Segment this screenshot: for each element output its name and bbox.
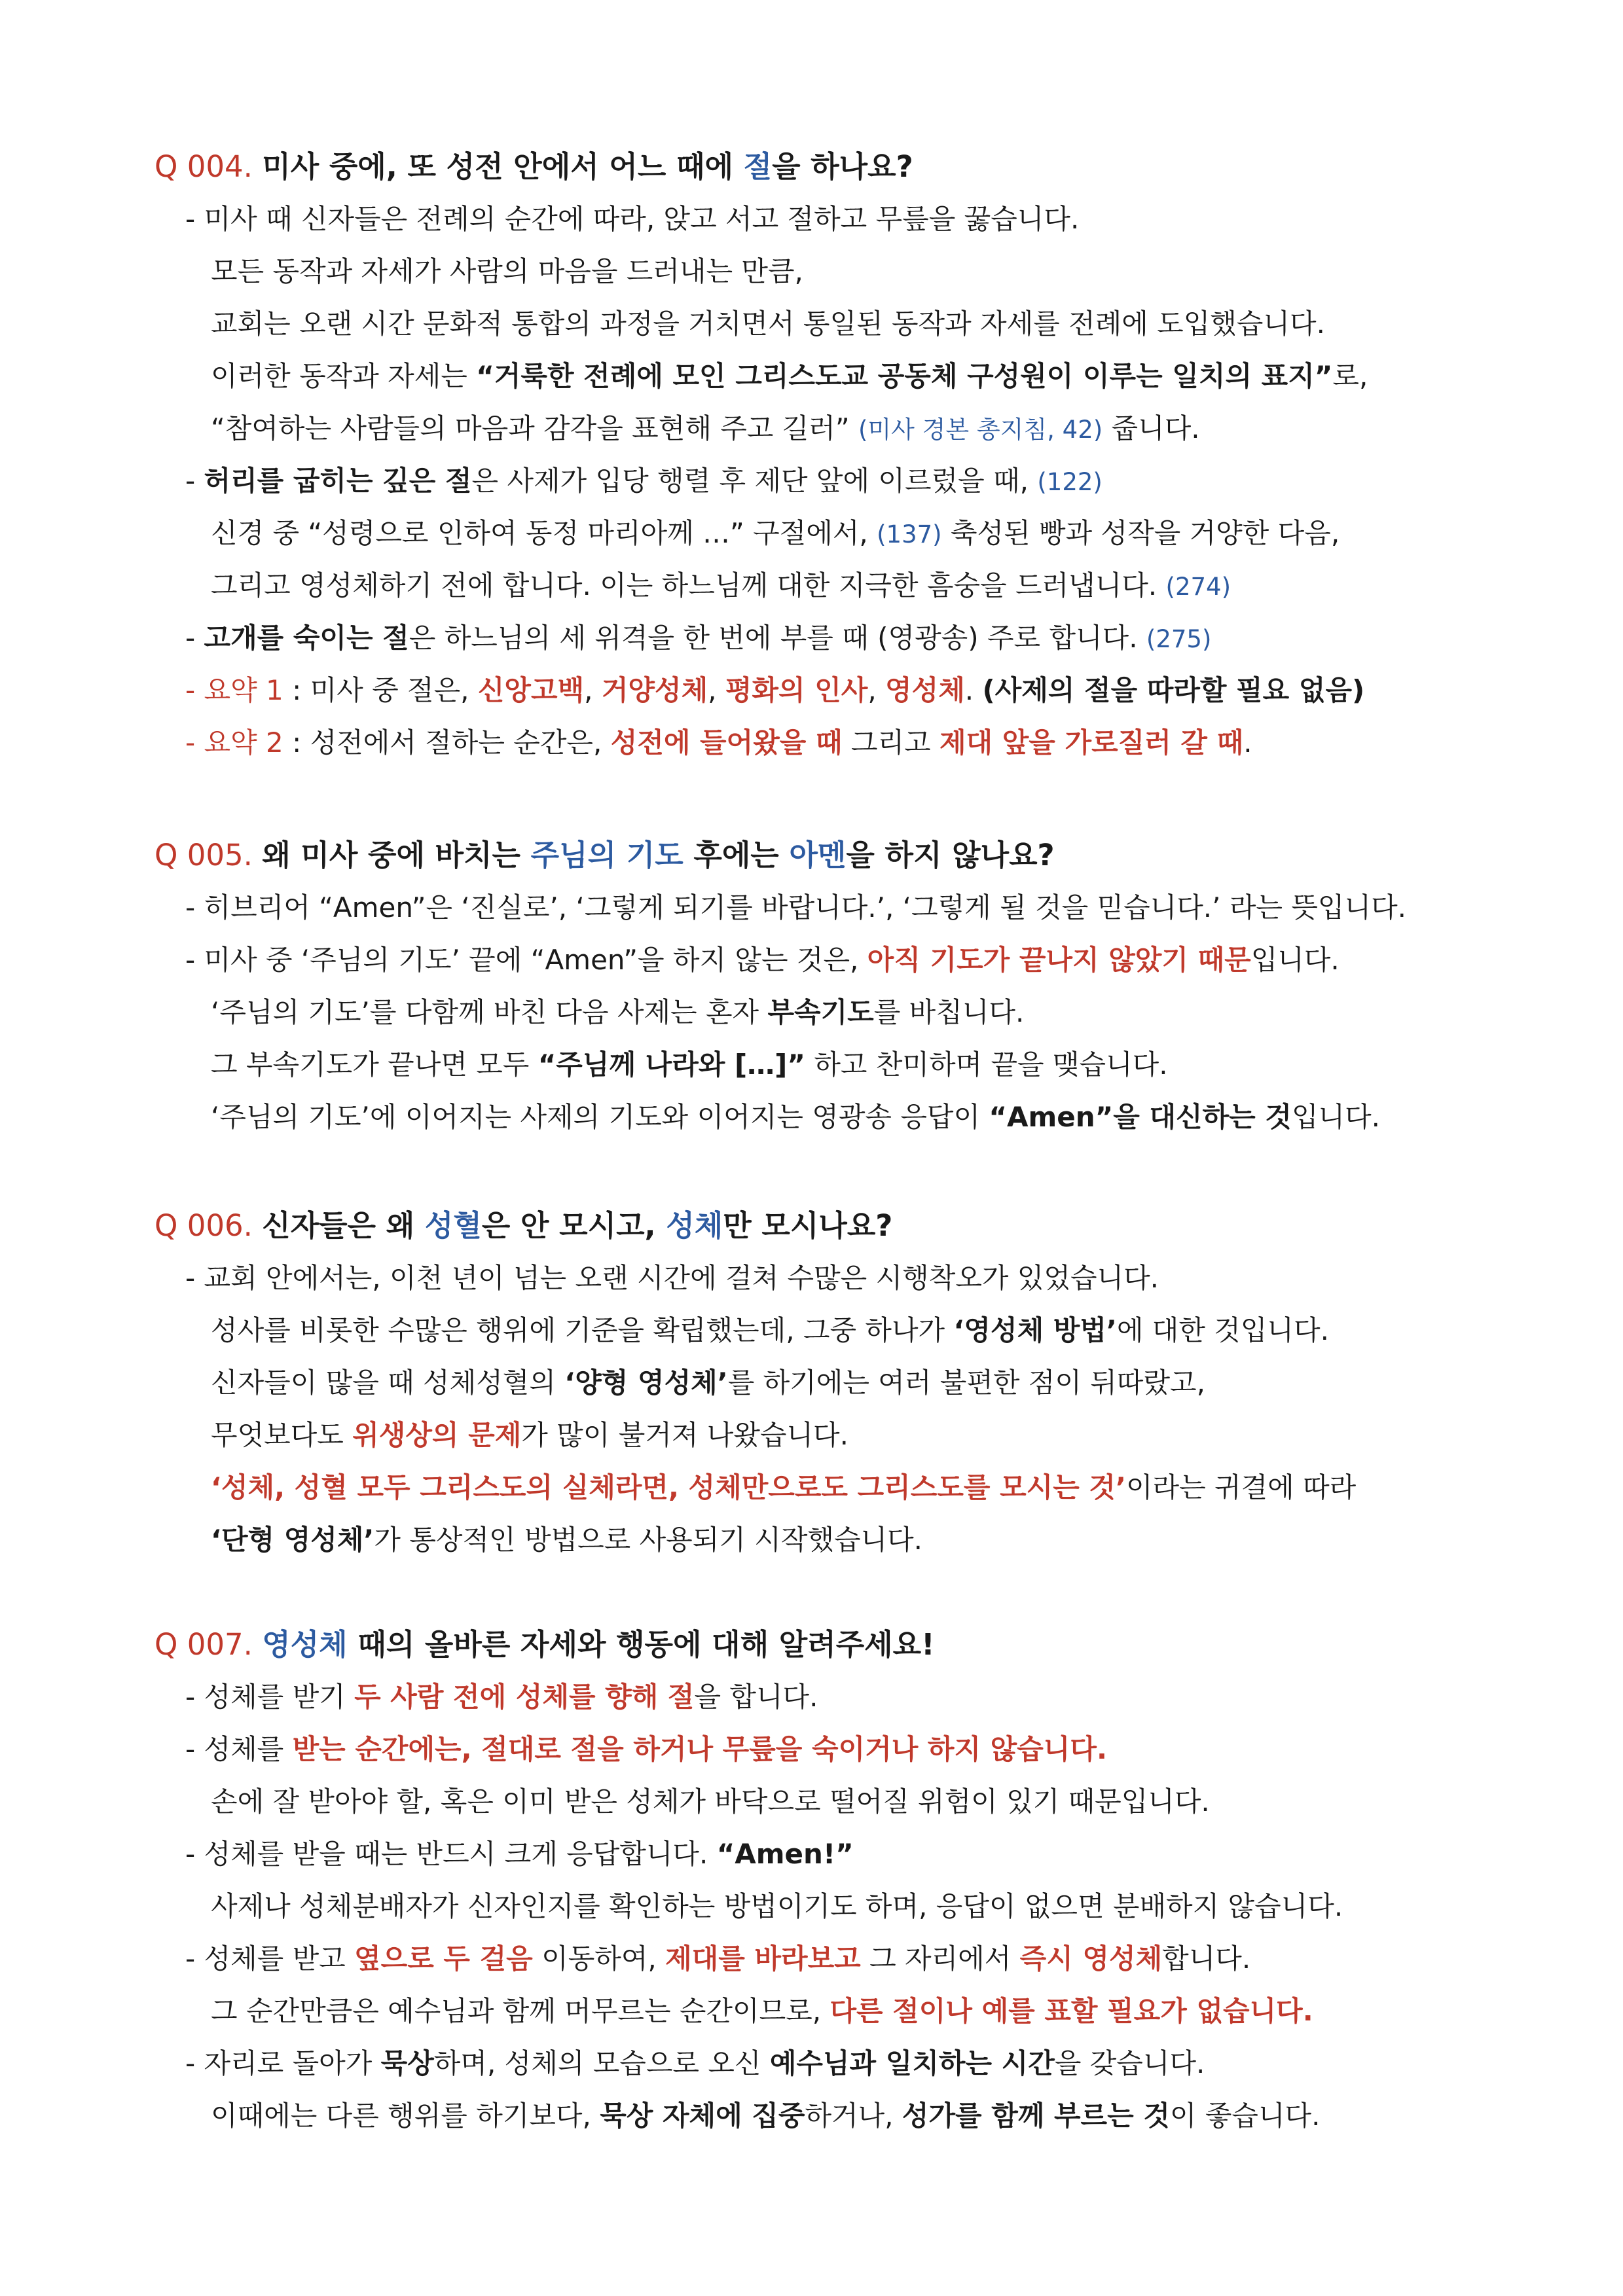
bullet-line — [185, 467, 1103, 495]
continuation-line — [211, 310, 1325, 338]
text-run: ‘단형 영성체’ — [211, 1524, 374, 1556]
bullet-line — [185, 1683, 818, 1711]
text-run: 주님의 기도 — [530, 838, 684, 872]
text-run: 을 하지 않나요? — [846, 838, 1055, 872]
text-run: 을 하나요? — [772, 149, 913, 184]
text-run: “참여하는 사람들의 마음과 감각을 표현해 주고 길러” — [211, 412, 858, 444]
text-run: 이라는 귀결에 따라 — [1125, 1471, 1357, 1503]
text-run: 예수님과 일치하는 시간 — [769, 2047, 1055, 2079]
bullet-line — [185, 946, 1340, 974]
text-run: 하며, 성체의 모습으로 오신 — [433, 2047, 770, 2079]
continuation-line — [211, 1419, 848, 1451]
text-run: , — [867, 674, 886, 706]
text-run: - 성체를 받을 때는 반드시 크게 응답합니다. — [185, 1838, 717, 1870]
text-run: - 요약 2 — [185, 726, 283, 759]
text-run: 교회는 오랜 시간 문화적 통합의 과정을 거치면서 통일된 동작과 자세를 전례에 도입했습니다. — [211, 308, 1325, 340]
text-run: : 미사 중 절은, — [283, 674, 478, 706]
text-run: 은 사제가 입당 행렬 후 제단 앞에 이르렀을 때, — [471, 465, 1038, 497]
text-run: ‘영성체 방법’ — [953, 1314, 1117, 1346]
bullet-line — [185, 726, 1252, 759]
question-heading-q006 — [155, 1208, 893, 1243]
text-run: Q 004. — [155, 149, 263, 184]
text-run: 입니다. — [1291, 1101, 1381, 1133]
text-run: 신자들이 많을 때 성체성혈의 — [211, 1367, 565, 1399]
text-run: 그 자리에서 — [860, 1943, 1020, 1975]
continuation-line — [211, 1103, 1380, 1131]
text-run: 아직 기도가 끝나지 않았기 때문 — [867, 944, 1251, 976]
text-run: 그리고 영성체하기 전에 합니다. 이는 하느님께 대한 지극한 흠숭을 드러냅니다. — [211, 569, 1166, 601]
text-run: 왜 미사 중에 바치는 — [262, 838, 531, 872]
text-run: 이때에는 다른 행위를 하기보다, — [211, 2100, 600, 2132]
text-run: 후에는 — [683, 838, 790, 872]
text-run: . — [1243, 726, 1252, 759]
text-run: - — [185, 622, 204, 654]
text-run: “거룩한 전례에 모인 그리스도교 공동체 구성원이 이루는 일치의 표지” — [476, 360, 1333, 392]
text-run: 영성체 — [885, 674, 965, 706]
text-run: 허리를 굽히는 깊은 절 — [204, 465, 472, 497]
bullet-line — [185, 674, 1365, 706]
text-run: (274) — [1165, 573, 1231, 601]
text-run: 받는 순간에는, 절대로 절을 하거나 무릎을 숙이거나 하지 않습니다. — [292, 1733, 1107, 1765]
text-run: 옆으로 두 걸음 — [354, 1943, 533, 1975]
text-run: 거양성체 — [601, 674, 708, 706]
text-run: 을 갖습니다. — [1054, 2047, 1205, 2079]
text-run: Q 005. — [155, 838, 263, 872]
text-run: . — [964, 674, 983, 706]
text-run: 사제나 성체분배자가 신자인지를 확인하는 방법이기도 하며, 응답이 없으면 분배하지 않습니다. — [211, 1890, 1343, 1922]
question-heading-q007 — [155, 1627, 935, 1662]
bullet-line — [185, 1733, 1107, 1765]
text-run: 축성된 빵과 성작을 거양한 다음, — [941, 517, 1340, 549]
text-run: 줍니다. — [1103, 412, 1200, 444]
text-run: 부속기도 — [767, 996, 874, 1028]
text-run: Q 007. — [155, 1627, 263, 1662]
text-run: 성혈 — [424, 1208, 482, 1243]
text-run: 성가를 함께 부르는 것 — [902, 2100, 1170, 2132]
bullet-line — [185, 2047, 1205, 2079]
text-run: 영성체 — [262, 1627, 348, 1662]
text-run: 고개를 숙이는 절 — [204, 622, 409, 654]
text-run: 를 바칩니다. — [873, 996, 1025, 1028]
continuation-line — [211, 1785, 1210, 1818]
text-run: - 미사 때 신자들은 전례의 순간에 따라, 앉고 서고 절하고 무릎을 꿇습니다. — [185, 203, 1080, 235]
text-run: 아멘 — [789, 838, 847, 872]
text-run: 위생상의 문제 — [352, 1419, 522, 1451]
text-run: 두 사람 전에 성체를 향해 절 — [354, 1681, 695, 1713]
text-run: 그리고 — [842, 726, 939, 759]
text-run: 성체 — [666, 1208, 723, 1243]
text-run: 은 하느님의 세 위격을 한 번에 부를 때 (영광송) 주로 합니다. — [409, 622, 1146, 654]
text-run: 하거나, — [805, 2100, 902, 2132]
text-run: ‘양형 영성체’ — [564, 1367, 728, 1399]
text-run: 가 통상적인 방법으로 사용되기 시작했습니다. — [374, 1524, 923, 1556]
text-run: 절 — [743, 149, 773, 184]
continuation-line — [211, 1314, 1329, 1346]
text-run: 로, — [1332, 360, 1368, 392]
continuation-line — [211, 1995, 1313, 2027]
text-run: 묵상 — [380, 2047, 434, 2079]
continuation-line — [211, 1890, 1343, 1922]
text-run: - 요약 1 — [185, 674, 283, 706]
text-run: ‘주님의 기도’를 다함께 바친 다음 사제는 혼자 — [211, 996, 768, 1028]
text-run: 묵상 자체에 집중 — [600, 2100, 805, 2132]
text-run: 하고 찬미하며 끝을 맺습니다. — [805, 1049, 1168, 1081]
question-heading-q004 — [155, 149, 913, 184]
continuation-line — [211, 360, 1368, 392]
text-run: 무엇보다도 — [211, 1419, 353, 1451]
text-run: - 성체를 받기 — [185, 1681, 355, 1713]
text-run: “주님께 나라와 […]” — [538, 1049, 805, 1081]
bullet-line — [185, 891, 1406, 924]
text-run: 성사를 비롯한 수많은 행위에 기준을 확립했는데, 그중 하나가 — [211, 1314, 954, 1346]
continuation-line — [211, 1051, 1168, 1079]
text-run: - 히브리어 “Amen”은 ‘진실로’, ‘그렇게 되기를 바랍니다.’, ‘그렇게 될 것을 믿습니다.’ 라는 뜻입니다. — [185, 891, 1406, 924]
continuation-line — [211, 1369, 1205, 1397]
text-run: 에 대한 것입니다. — [1116, 1314, 1329, 1346]
text-run: 다른 절이나 예를 표할 필요가 없습니다. — [830, 1995, 1313, 2027]
text-run: “Amen!” — [716, 1838, 854, 1870]
text-run: - 성체를 받고 — [185, 1943, 355, 1975]
text-run: 를 하기에는 여러 불편한 점이 뒤따랐고, — [727, 1367, 1205, 1399]
bullet-line — [185, 1945, 1250, 1973]
text-run: (사제의 절을 따라할 필요 없음) — [982, 674, 1365, 706]
text-run: , — [584, 674, 602, 706]
text-run: ‘성체, 성혈 모두 그리스도의 실체라면, 성체만으로도 그리스도를 모시는 것’ — [211, 1471, 1126, 1503]
text-run: - 미사 중 ‘주님의 기도’ 끝에 “Amen”을 하지 않는 것은, — [185, 944, 867, 976]
text-run: 미사 중에, 또 성전 안에서 어느 때에 — [262, 149, 744, 184]
continuation-line — [211, 412, 1200, 444]
continuation-line — [211, 1471, 1357, 1503]
bullet-line — [185, 1840, 854, 1868]
text-run: 성전에 들어왔을 때 — [610, 726, 843, 759]
text-run: “Amen”을 대신하는 것 — [989, 1101, 1292, 1133]
bullet-line — [185, 624, 1211, 652]
text-run: , — [708, 674, 725, 706]
text-run: 이러한 동작과 자세는 — [211, 360, 477, 392]
text-run: 을 합니다. — [694, 1681, 818, 1713]
text-run: 그 순간만큼은 예수님과 함께 머무르는 순간이므로, — [211, 1995, 830, 2027]
text-run: 손에 잘 받아야 할, 혹은 이미 받은 성체가 바닥으로 떨어질 위험이 있기 때문입니다. — [211, 1785, 1210, 1818]
text-run: - 성체를 — [185, 1733, 293, 1765]
continuation-line — [211, 2102, 1320, 2130]
text-run: 신자들은 왜 — [262, 1208, 425, 1243]
text-run: (275) — [1146, 625, 1212, 653]
text-run: 은 안 모시고, — [481, 1208, 666, 1243]
text-run: 즉시 영성체 — [1019, 1943, 1163, 1975]
continuation-line — [211, 996, 1025, 1028]
text-run: : 성전에서 절하는 순간은, — [283, 726, 611, 759]
text-run: 신앙고백 — [477, 674, 585, 706]
continuation-line — [211, 1526, 922, 1554]
text-run: (미사 경본 총지침, 42) — [858, 416, 1103, 444]
text-run: 모든 동작과 자세가 사람의 마음을 드러내는 만큼, — [211, 255, 803, 287]
text-run: (137) — [877, 520, 942, 548]
text-run: Q 006. — [155, 1208, 263, 1243]
text-run: - — [185, 465, 204, 497]
text-run: 만 모시나요? — [723, 1208, 893, 1243]
text-run: 평화의 인사 — [725, 674, 868, 706]
continuation-line — [211, 255, 803, 287]
text-run: 이 좋습니다. — [1169, 2100, 1321, 2132]
text-run: 이동하여, — [532, 1943, 666, 1975]
text-run: 때의 올바른 자세와 행동에 대해 알려주세요! — [347, 1627, 935, 1662]
text-run: 제대를 바라보고 — [665, 1943, 861, 1975]
text-run: 그 부속기도가 끝나면 모두 — [211, 1049, 538, 1081]
text-run: 합니다. — [1162, 1943, 1251, 1975]
bullet-line — [185, 1262, 1159, 1294]
continuation-line — [211, 569, 1231, 601]
text-run: 신경 중 “성령으로 인하여 동정 마리아께 …” 구절에서, — [211, 517, 877, 549]
continuation-line — [211, 517, 1340, 549]
bullet-line — [185, 203, 1080, 235]
text-run: 입니다. — [1250, 944, 1340, 976]
text-run: 가 많이 불거져 나왔습니다. — [521, 1419, 848, 1451]
text-run: 제대 앞을 가로질러 갈 때 — [939, 726, 1244, 759]
text-run: ‘주님의 기도’에 이어지는 사제의 기도와 이어지는 영광송 응답이 — [211, 1101, 989, 1133]
question-heading-q005 — [155, 840, 1055, 870]
text-run: - 교회 안에서는, 이천 년이 넘는 오랜 시간에 걸쳐 수많은 시행착오가 있었습니다. — [185, 1262, 1159, 1294]
text-run: (122) — [1037, 468, 1103, 496]
text-run: - 자리로 돌아가 — [185, 2047, 381, 2079]
